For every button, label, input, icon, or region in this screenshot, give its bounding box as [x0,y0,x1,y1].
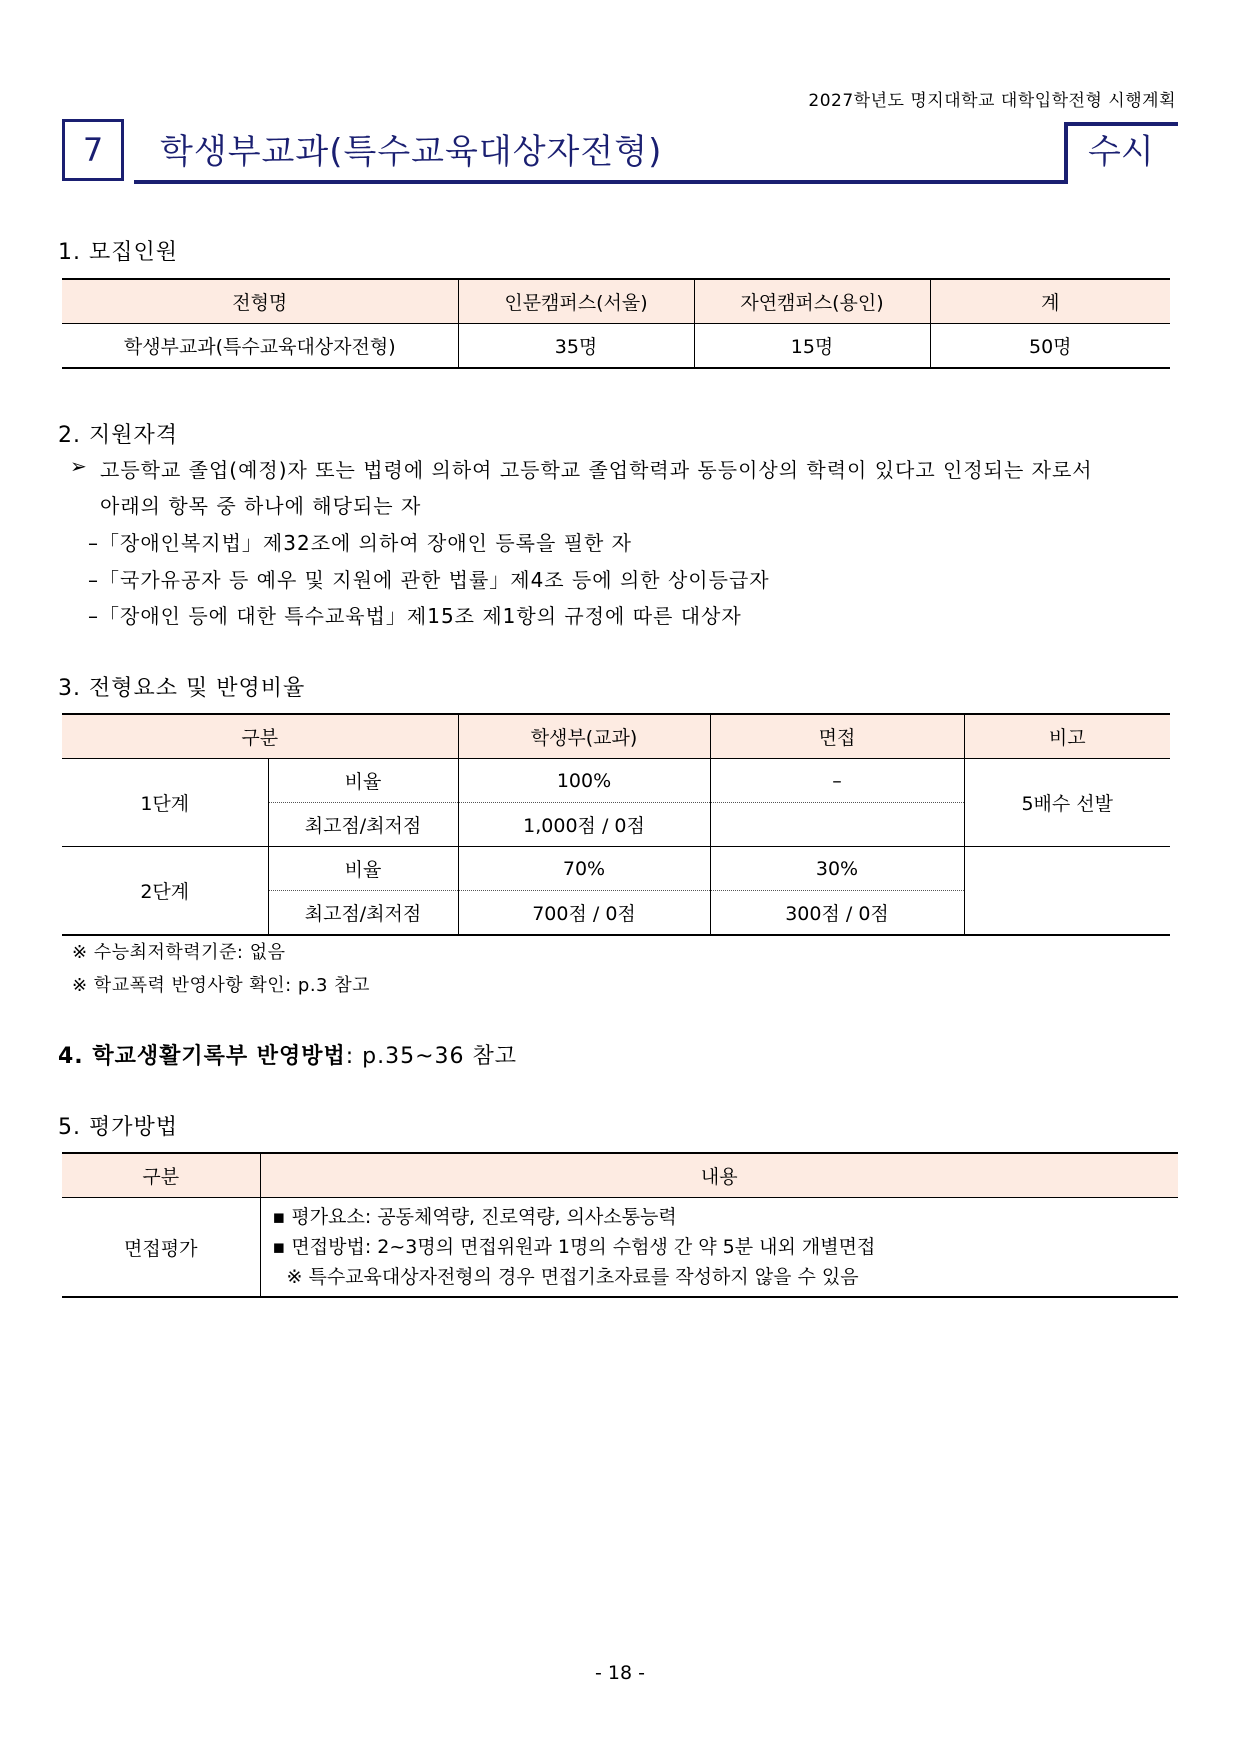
table-header: 면접 [710,714,964,759]
table-header: 비고 [964,714,1170,759]
qualification-line-1: 고등학교 졸업(예정)자 또는 법령에 의하여 고등학교 졸업학력과 동등이상의 학력이 있다고 인정되는 자로서 [100,458,1093,482]
table-note: ※ 학교폭력 반영사항 확인: p.3 참고 [72,975,371,996]
s2-heading: 2. 지원자격 [58,423,178,448]
content-line: ▪ 평가요소: 공동체역량, 진로역량, 의사소통능력 [272,1206,677,1228]
table-cell: 비율 [268,759,458,803]
table-cell: 학생부교과(특수교육대상자전형) [62,324,458,369]
s4-heading-rest: : p.35~36 참고 [345,1044,518,1069]
table-header: 구분 [62,714,458,759]
table-cell: 최고점/최저점 [268,803,458,847]
table-cell: 70% [458,847,710,891]
table-cell [710,803,964,847]
table-header-row [62,714,1170,759]
table-cell-content [260,1198,1178,1298]
running-header: 2027학년도 명지대학교 대학입학전형 시행계획 [808,91,1176,111]
table-cell: 면접평가 [124,1237,198,1260]
section-title: 학생부교과(특수교육대상자전형) [160,132,663,172]
section-number-box: 7 [62,119,124,181]
qualification-line-2: 아래의 항목 중 하나에 해당되는 자 [100,494,422,518]
s5-heading: 5. 평가방법 [58,1115,178,1140]
table-cell: 비율 [268,847,458,891]
table-cell: 100% [458,759,710,803]
stage-label: 1단계 [62,759,268,847]
table-header: 내용 [260,1153,1178,1198]
s4-heading-bold: 4. 학교생활기록부 반영방법 [58,1044,346,1069]
table-cell [964,847,1170,936]
table-cell: – [710,759,964,803]
table-cell: 1,000점 / 0점 [458,803,710,847]
table-cell: 5배수 선발 [964,759,1170,847]
qualification-item: –「장애인 등에 대한 특수교육법」제15조 제1항의 규정에 따른 대상자 [88,604,742,628]
table-header: 구분 [62,1153,260,1198]
table-cell: 50명 [930,324,1170,369]
page-number: - 18 - [595,1662,645,1684]
title-divider [1064,122,1068,184]
table-header: 인문캠퍼스(서울) [458,279,694,324]
evaluation-table [62,1152,1178,1298]
stage-label: 2단계 [140,881,190,903]
qualification-item: –「장애인복지법」제32조에 의하여 장애인 등록을 필한 자 [88,531,632,555]
title-underline [134,180,1064,184]
ratio-table [62,713,1170,936]
table-cell: 700점 / 0점 [458,891,710,936]
qualification-item: –「국가유공자 등 예우 및 지원에 관한 법률」제4조 등에 의한 상이등급자 [88,568,770,592]
table-header-row [62,1153,1178,1198]
table-row [62,759,1170,803]
content-line: ※ 특수교육대상자전형의 경우 면접기초자료를 작성하지 않을 수 있음 [286,1266,859,1288]
table-header: 자연캠퍼스(용인) [694,279,930,324]
table-row [62,847,1170,891]
table-note: ※ 수능최저학력기준: 없음 [72,942,286,963]
content-line: ▪ 면접방법: 2~3명의 면접위원과 1명의 수험생 간 약 5분 내외 개별면접 [272,1236,876,1258]
table-cell: 최고점/최저점 [268,891,458,936]
s3-heading: 3. 전형요소 및 반영비율 [58,676,306,701]
table-header-row [62,279,1170,324]
table-cell: 300점 / 0점 [710,891,964,936]
table-header: 계 [930,279,1170,324]
recruitment-table [62,278,1170,369]
section-tag: 수시 [1088,132,1154,172]
table-cell: 30% [710,847,964,891]
arrow-bullet-icon: ➢ [70,454,88,478]
table-cell: 15명 [694,324,930,369]
table-cell: 35명 [458,324,694,369]
table-row [62,324,1170,369]
table-header: 학생부(교과) [458,714,710,759]
table-row [62,1198,1178,1298]
table-header: 전형명 [62,279,458,324]
s1-heading: 1. 모집인원 [58,240,178,265]
s4-heading [58,1039,517,1070]
